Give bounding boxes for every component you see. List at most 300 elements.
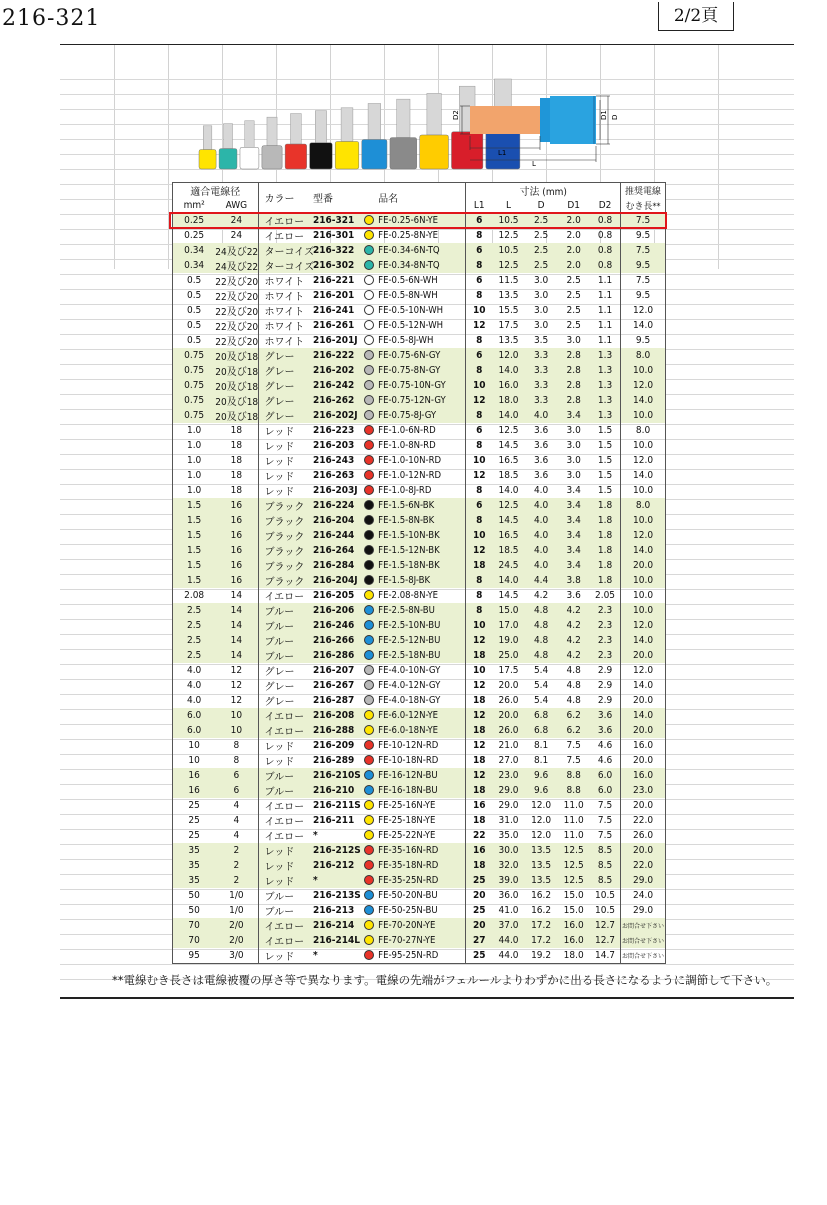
color-dot-cell	[362, 603, 376, 618]
part-number-cell: 216-221	[312, 275, 355, 286]
color-dot-icon	[364, 890, 374, 900]
color-dot-icon	[364, 395, 374, 405]
awg-cell: 20及び18	[215, 408, 258, 423]
d2-cell: 8.5	[590, 873, 621, 888]
product-name-cell: FE-50-20N-BU	[376, 888, 466, 903]
color-dot-icon	[364, 770, 374, 780]
d-cell: 3.3	[525, 348, 558, 363]
table-row	[173, 738, 666, 753]
l1-cell: 25	[472, 905, 486, 916]
awg-cell: 20及び18	[215, 378, 258, 393]
d-cell: 13.5	[525, 843, 558, 858]
ferrule-collar	[335, 141, 359, 169]
awg-cell: 18	[215, 423, 258, 438]
awg-cell: 16	[215, 498, 258, 513]
strip-length-cell: 10.0	[621, 603, 666, 618]
d-cell: 8.1	[533, 755, 549, 766]
l-cell: 16.5	[492, 528, 525, 543]
part-number-cell: 216-222	[309, 348, 362, 363]
strip-length-cell: 12.0	[621, 378, 666, 393]
l-cell: 18.5	[492, 543, 525, 558]
l1-cell: 10	[472, 305, 486, 316]
color-dot-icon	[364, 560, 374, 570]
color-dot-icon	[364, 950, 374, 960]
table-row	[173, 468, 666, 483]
mm2-cell: 6.0	[173, 708, 216, 723]
l1-cell: 8	[476, 485, 483, 496]
l-cell: 41.0	[498, 905, 519, 916]
color-cell: イエロー	[264, 802, 305, 813]
awg-cell: 12	[215, 663, 258, 678]
d2-cell: 1.3	[590, 348, 621, 363]
d1-cell: 7.5	[566, 755, 581, 766]
l1-cell: 8	[476, 230, 483, 241]
l1-cell: 18	[466, 783, 492, 798]
strip-length-cell: 20.0	[621, 723, 666, 738]
table-row	[173, 573, 666, 588]
part-number-cell: 216-267	[312, 680, 355, 691]
color-dot-icon	[364, 470, 374, 480]
table-row	[173, 858, 666, 873]
color-dot-cell	[362, 843, 376, 858]
d2-cell: 1.8	[590, 558, 621, 573]
strip-length-cell: 22.0	[621, 813, 666, 828]
color-dot-cell	[362, 633, 376, 648]
table-row	[173, 348, 666, 363]
product-name-cell: FE-0.5-8J-WH	[376, 333, 466, 348]
product-name-cell: FE-1.5-12N-BK	[376, 543, 466, 558]
awg-cell: 2	[215, 843, 258, 858]
d2-cell: 1.1	[597, 290, 613, 301]
d-cell: 8.1	[533, 740, 549, 751]
table-row	[173, 783, 666, 798]
product-name-cell: FE-1.0-12N-RD	[376, 468, 466, 483]
l-cell: 39.0	[492, 873, 525, 888]
mm2-cell: 1.5	[173, 513, 216, 528]
color-cell: イエロー	[264, 592, 305, 603]
d2-cell: 0.8	[590, 213, 621, 229]
color-cell: ブルー	[258, 783, 309, 798]
table-row	[173, 873, 666, 888]
l1-cell: 6	[466, 348, 492, 363]
color-dot-icon	[364, 935, 374, 945]
l1-cell: 25	[466, 948, 492, 964]
product-name-cell: FE-1.5-6N-BK	[376, 498, 466, 513]
l-cell: 11.5	[498, 275, 519, 286]
awg-cell: 4	[215, 828, 258, 843]
mm2-cell: 1.0	[173, 483, 216, 498]
l1-cell: 18	[472, 815, 486, 826]
awg-cell: 6	[215, 783, 258, 798]
part-number-cell: 216-264	[309, 543, 362, 558]
l-cell: 10.5	[492, 213, 525, 229]
awg-cell: 12	[215, 678, 258, 693]
color-cell: イエロー	[258, 723, 309, 738]
l1-cell: 16	[472, 800, 486, 811]
l-cell: 14.0	[492, 573, 525, 588]
l1-cell: 8	[476, 335, 483, 346]
d1-cell: 3.0	[566, 470, 581, 481]
color-dot-icon	[364, 425, 374, 435]
d-cell: 4.8	[525, 618, 558, 633]
d-cell: 4.4	[525, 573, 558, 588]
d2-cell: 2.3	[590, 618, 621, 633]
strip-length-cell: 29.0	[621, 873, 666, 888]
awg-cell: 20及び18	[215, 363, 258, 378]
d-cell: 3.0	[533, 305, 549, 316]
color-dot-icon	[364, 410, 374, 420]
part-number-cell: 216-210S	[309, 768, 362, 783]
table-row	[173, 318, 666, 333]
mm2-cell: 0.75	[173, 348, 216, 363]
table-row	[173, 633, 666, 648]
strip-length-cell: お問合せ下さい	[621, 933, 666, 948]
awg-cell: 1/0	[215, 888, 258, 903]
l1-cell: 12	[466, 393, 492, 408]
d-cell: 3.3	[525, 393, 558, 408]
color-cell: ターコイズ	[258, 258, 309, 273]
strip-length-cell: 14.0	[621, 393, 666, 408]
color-cell: イエロー	[258, 933, 309, 948]
awg-cell: 24	[215, 228, 258, 243]
color-cell: ブルー	[258, 633, 309, 648]
product-name-cell: FE-0.5-8N-WH	[376, 288, 466, 303]
strip-length-cell: 14.0	[621, 708, 666, 723]
product-name-cell: FE-1.5-8J-BK	[376, 573, 466, 588]
strip-length-cell: 9.5	[621, 288, 666, 303]
color-dot-icon	[364, 230, 374, 240]
product-name-cell: FE-0.5-12N-WH	[376, 318, 466, 333]
color-dot-cell	[362, 873, 376, 888]
d1-cell: 3.8	[557, 573, 590, 588]
product-name-cell: FE-35-25N-RD	[376, 873, 466, 888]
l1-cell: 8	[466, 258, 492, 273]
table-row	[173, 588, 666, 603]
ferrule-collar	[285, 144, 307, 169]
d1-cell: 2.0	[566, 230, 581, 241]
color-dot-icon	[364, 740, 374, 750]
table-row	[173, 558, 666, 573]
l-cell: 17.0	[492, 618, 525, 633]
table-row	[173, 603, 666, 618]
color-cell: イエロー	[258, 213, 309, 229]
l-cell: 35.0	[498, 830, 519, 841]
d1-cell: 7.5	[566, 740, 581, 751]
color-cell: レッド	[264, 427, 295, 438]
ferrule-tube	[341, 108, 353, 142]
table-row	[173, 243, 666, 258]
d2-cell: 1.1	[597, 305, 613, 316]
d1-cell: 3.0	[566, 425, 581, 436]
l-cell: 16.0	[492, 378, 525, 393]
product-name-cell: FE-4.0-10N-GY	[376, 663, 466, 678]
dim-label-d2: D2	[452, 110, 460, 120]
color-dot-cell	[362, 273, 376, 288]
color-cell: グレー	[264, 682, 295, 693]
l-cell: 15.5	[498, 305, 519, 316]
color-dot-icon	[364, 725, 374, 735]
awg-cell: 4	[215, 813, 258, 828]
l-cell: 18.5	[498, 470, 519, 481]
product-name-cell: FE-2.5-18N-BU	[376, 648, 466, 663]
color-cell: ブルー	[264, 892, 295, 903]
d1-cell: 3.6	[566, 590, 581, 601]
header-dimensions: 寸法 (mm)	[466, 183, 621, 199]
color-dot-cell	[362, 558, 376, 573]
part-number-cell: 216-212S	[309, 843, 362, 858]
d-cell: 4.0	[525, 558, 558, 573]
color-cell: ブルー	[258, 768, 309, 783]
part-number-cell: 216-322	[309, 243, 362, 258]
color-dot-cell	[362, 708, 376, 723]
d-cell: 9.6	[525, 783, 558, 798]
color-cell: ブラック	[258, 573, 309, 588]
l-cell: 12.5	[498, 425, 519, 436]
d2-cell: 0.8	[597, 230, 613, 241]
part-number-cell: 216-288	[309, 723, 362, 738]
color-dot-icon	[364, 650, 374, 660]
color-cell: レッド	[258, 858, 309, 873]
product-name-cell: FE-10-18N-RD	[376, 753, 466, 768]
product-name-cell: FE-95-25N-RD	[376, 948, 466, 964]
d1-cell: 8.8	[557, 783, 590, 798]
d1-cell: 12.5	[557, 843, 590, 858]
d-cell: 12.0	[531, 800, 552, 811]
mm2-cell: 0.25	[173, 228, 216, 243]
l-cell: 37.0	[492, 918, 525, 933]
color-cell: グレー	[258, 348, 309, 363]
color-dot-icon	[364, 305, 374, 315]
color-cell: レッド	[258, 948, 309, 964]
part-number-cell: 216-213	[312, 905, 355, 916]
l1-cell: 18	[466, 723, 492, 738]
awg-cell: 20及び18	[215, 393, 258, 408]
strip-length-cell: 24.0	[621, 888, 666, 903]
d2-cell: 8.5	[590, 843, 621, 858]
table-row	[173, 948, 666, 964]
l-cell: 29.0	[492, 783, 525, 798]
mm2-cell: 1.5	[173, 543, 216, 558]
awg-cell: 8	[215, 753, 258, 768]
page-number: 2/2頁	[658, 2, 734, 31]
d-cell: 2.5	[525, 213, 558, 229]
color-cell: ターコイズ	[258, 243, 309, 258]
l-cell: 29.0	[498, 800, 519, 811]
part-number-cell: 216-286	[309, 648, 362, 663]
d-cell: 4.0	[525, 408, 558, 423]
color-cell: ブラック	[258, 558, 309, 573]
strip-length-cell: 22.0	[621, 858, 666, 873]
color-cell: ブルー	[258, 648, 309, 663]
mm2-cell: 2.08	[173, 588, 216, 603]
dim-label-l: L	[532, 160, 536, 168]
d1-cell: 12.5	[557, 858, 590, 873]
table-row	[173, 663, 666, 678]
header-l: L	[492, 198, 525, 213]
d1-cell: 3.0	[566, 455, 581, 466]
mm2-cell: 16	[173, 768, 216, 783]
part-number-cell: 216-212	[309, 858, 362, 873]
l-cell: 44.0	[492, 933, 525, 948]
table-row	[173, 543, 666, 558]
d1-cell: 4.8	[566, 695, 581, 706]
color-dot-cell	[362, 438, 376, 453]
color-dot-cell	[362, 363, 376, 378]
d2-cell: 1.1	[597, 320, 613, 331]
strip-length-cell: 20.0	[621, 843, 666, 858]
strip-length-cell: 14.0	[621, 318, 666, 333]
part-number-cell: 216-284	[309, 558, 362, 573]
mm2-cell: 1.5	[173, 528, 216, 543]
color-dot-icon	[364, 335, 374, 345]
product-name-cell: FE-0.25-8N-YE	[376, 228, 466, 243]
awg-cell: 16	[215, 513, 258, 528]
ferrules-photo	[193, 81, 425, 173]
awg-cell: 8	[215, 738, 258, 753]
ferrule-collar	[310, 143, 333, 169]
color-cell: グレー	[258, 393, 309, 408]
awg-cell: 16	[215, 528, 258, 543]
product-name-cell: FE-0.75-12N-GY	[376, 393, 466, 408]
table-row	[173, 753, 666, 768]
ferrule-collar	[240, 147, 259, 169]
d1-cell: 15.0	[563, 890, 584, 901]
ferrule-collar	[390, 138, 417, 169]
dim-label-l1: L1	[498, 149, 507, 157]
product-name-cell: FE-0.75-8N-GY	[376, 363, 466, 378]
awg-cell: 6	[215, 768, 258, 783]
ferrule-collar	[219, 149, 237, 169]
table-row	[173, 708, 666, 723]
d1-cell: 2.5	[566, 305, 581, 316]
color-dot-icon	[364, 485, 374, 495]
color-cell: グレー	[264, 697, 295, 708]
d1-cell: 3.4	[557, 543, 590, 558]
table-row	[173, 408, 666, 423]
awg-cell: 22及び20	[215, 333, 258, 348]
strip-length-cell: 9.5	[621, 333, 666, 348]
color-dot-icon	[364, 575, 374, 585]
d1-cell: 4.2	[557, 603, 590, 618]
d1-cell: 18.0	[557, 948, 590, 964]
color-cell: ブルー	[258, 618, 309, 633]
color-cell: グレー	[258, 363, 309, 378]
part-number-cell: 216-214L	[309, 933, 362, 948]
l1-cell: 12	[472, 320, 486, 331]
d1-cell: 2.0	[557, 213, 590, 229]
table-row	[173, 798, 666, 813]
l-cell: 31.0	[498, 815, 519, 826]
l-cell: 21.0	[498, 740, 519, 751]
d1-cell: 2.5	[566, 320, 581, 331]
l-cell: 12.5	[492, 258, 525, 273]
color-cell: グレー	[258, 408, 309, 423]
l-cell: 18.0	[492, 393, 525, 408]
strip-length-cell: 14.0	[621, 468, 666, 483]
color-dot-icon	[364, 245, 374, 255]
l1-cell: 20	[472, 890, 486, 901]
l-cell: 12.5	[498, 230, 519, 241]
product-name-cell: FE-50-25N-BU	[376, 903, 466, 918]
d-cell: 4.0	[525, 513, 558, 528]
l1-cell: 18	[472, 755, 486, 766]
part-number-cell: 216-289	[312, 755, 355, 766]
color-dot-icon	[364, 785, 374, 795]
d-cell: 4.8	[525, 648, 558, 663]
mm2-cell: 0.34	[173, 258, 216, 273]
color-dot-icon	[364, 365, 374, 375]
mm2-cell: 1.5	[173, 558, 216, 573]
part-number-cell: 216-203J	[312, 485, 358, 496]
d2-cell: 1.1	[597, 275, 613, 286]
d-cell: 3.0	[533, 275, 549, 286]
d2-cell: 3.6	[590, 723, 621, 738]
d-cell: 3.6	[533, 455, 549, 466]
d2-cell: 12.7	[590, 918, 621, 933]
color-dot-cell	[362, 393, 376, 408]
product-name-cell: FE-16-18N-BU	[376, 783, 466, 798]
product-name-cell: FE-1.5-8N-BK	[376, 513, 466, 528]
d2-cell: 0.8	[590, 258, 621, 273]
color-dot-cell	[362, 783, 376, 798]
strip-length-cell: 26.0	[621, 828, 666, 843]
mm2-cell: 0.5	[173, 288, 216, 303]
l1-cell: 12	[472, 680, 486, 691]
header-d1: D1	[557, 198, 590, 213]
strip-length-cell: 16.0	[621, 768, 666, 783]
mm2-cell: 4.0	[173, 693, 216, 708]
d2-cell: 1.8	[590, 513, 621, 528]
color-dot-icon	[364, 320, 374, 330]
l1-cell: 10	[466, 378, 492, 393]
product-name-cell: FE-0.34-8N-TQ	[376, 258, 466, 273]
d1-cell: 3.4	[557, 498, 590, 513]
strip-length-cell: 7.5	[621, 243, 666, 258]
table-row	[173, 678, 666, 693]
ferrule-collar	[199, 150, 216, 169]
part-number-cell: 216-209	[312, 740, 355, 751]
table-row	[173, 423, 666, 438]
l-cell: 12.0	[492, 348, 525, 363]
mm2-cell: 0.5	[173, 273, 216, 288]
color-cell: ホワイト	[264, 307, 305, 318]
header-l1: L1	[466, 198, 492, 213]
d-cell: 4.0	[525, 543, 558, 558]
color-dot-icon	[364, 500, 374, 510]
d-cell: 5.4	[533, 695, 549, 706]
d1-cell: 4.2	[557, 633, 590, 648]
product-name-cell: FE-70-27N-YE	[376, 933, 466, 948]
l1-cell: 6	[476, 275, 483, 286]
color-dot-cell	[362, 678, 376, 693]
color-dot-icon	[364, 860, 374, 870]
color-dot-icon	[364, 590, 374, 600]
color-dot-cell	[362, 348, 376, 363]
product-name-cell: FE-0.5-6N-WH	[376, 273, 466, 288]
part-number-cell: 216-211S	[312, 800, 361, 811]
color-dot-icon	[364, 755, 374, 765]
strip-length-cell: 10.0	[621, 588, 666, 603]
color-cell: レッド	[264, 457, 295, 468]
d2-cell: 12.7	[590, 933, 621, 948]
product-name-cell: FE-1.0-10N-RD	[376, 453, 466, 468]
strip-length-cell: 8.0	[621, 423, 666, 438]
l-cell: 30.0	[492, 843, 525, 858]
awg-cell: 24	[215, 213, 258, 229]
d2-cell: 7.5	[597, 815, 613, 826]
product-name-cell: FE-4.0-12N-GY	[376, 678, 466, 693]
product-name-cell: FE-4.0-18N-GY	[376, 693, 466, 708]
